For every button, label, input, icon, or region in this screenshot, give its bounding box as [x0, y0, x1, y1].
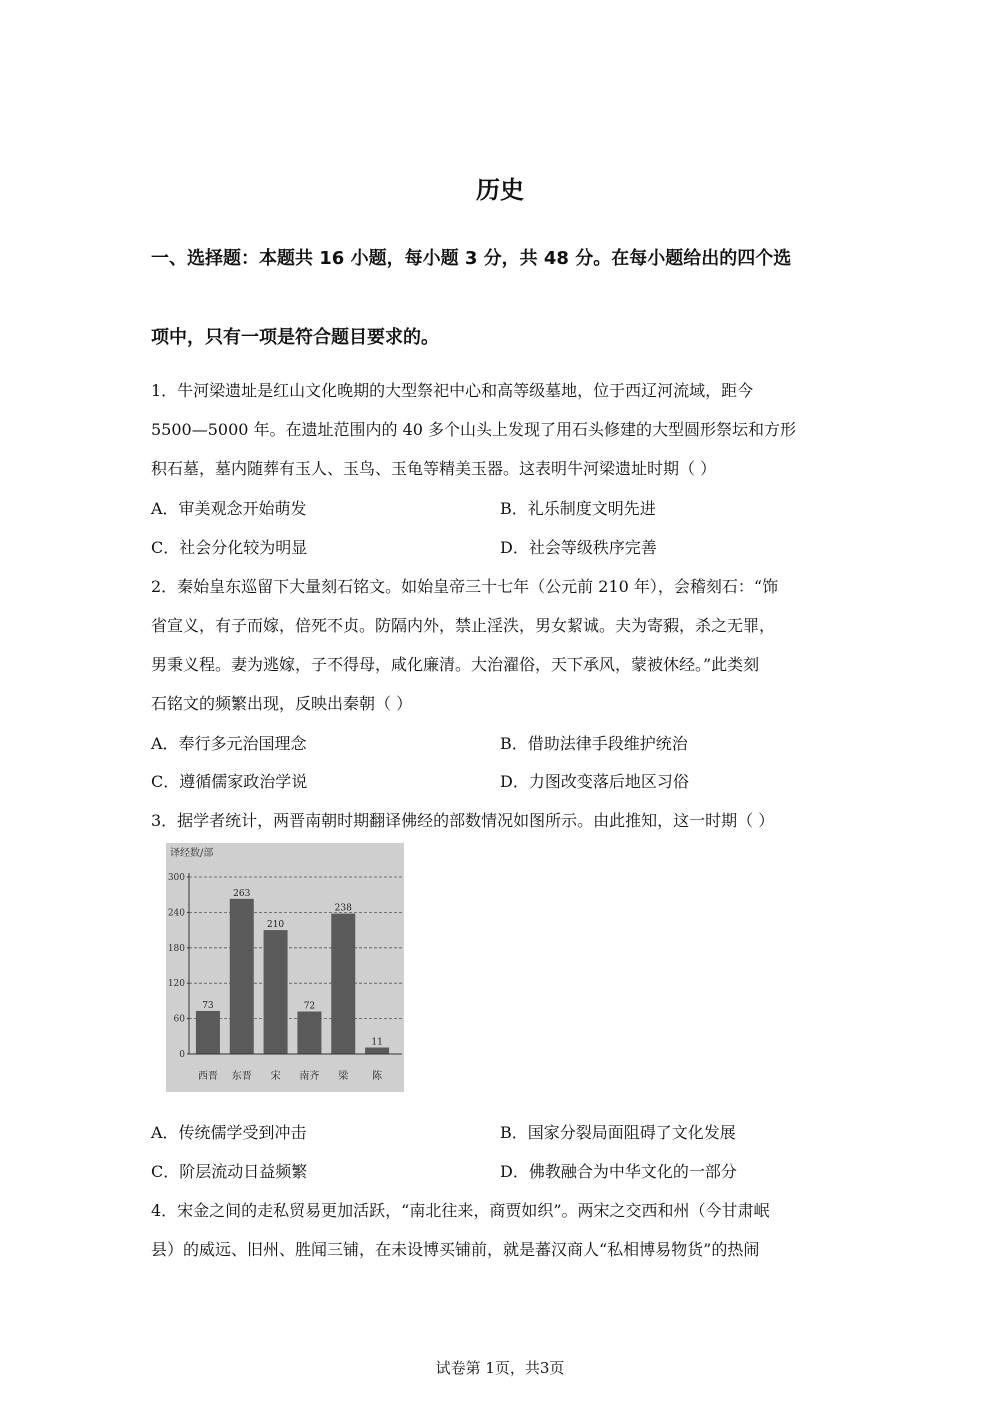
x-tick-label: 西晋: [197, 1071, 218, 1082]
q2-stem-line-1: 2．秦始皇东巡留下大量刻石铭文。如始皇帝三十七年（公元前 210 年），会稽刻石：“饰: [151, 577, 779, 596]
q2-stem-line-4: 石铭文的频繁出现，反映出秦朝（ ）: [151, 694, 413, 713]
q3-option-d[interactable]: D．佛教融合为中华文化的一部分: [500, 1162, 737, 1181]
y-tick-label: 120: [167, 979, 185, 990]
q1-option-d[interactable]: D．社会等级秩序完善: [500, 538, 657, 557]
y-axis-label: 译经数/部: [170, 848, 214, 859]
q2-stem-line-3: 男秉义程。妻为逃嫁，子不得母，咸化廉清。大治濯俗，天下承风，蒙被休经。”此类刻: [151, 655, 760, 674]
bar: [365, 1048, 389, 1054]
data-label: 238: [334, 903, 352, 914]
bar: [196, 1011, 220, 1054]
bar-chart: [166, 843, 404, 1092]
y-tick-label: 240: [167, 908, 185, 919]
q2-option-c[interactable]: C．遵循儒家政治学说: [151, 772, 308, 791]
q3-option-c[interactable]: C．阶层流动日益频繁: [151, 1162, 308, 1181]
x-tick-label: 东晋: [231, 1071, 252, 1082]
q1-option-b[interactable]: B．礼乐制度文明先进: [500, 499, 656, 518]
q2-option-b[interactable]: B．借助法律手段维护统治: [500, 734, 688, 753]
bar: [264, 930, 288, 1054]
q1-stem-line-1: 1．牛河梁遗址是红山文化晚期的大型祭祀中心和高等级墓地，位于西辽河流域，距今: [151, 381, 754, 400]
q4-stem-line-1: 4．宋金之间的走私贸易更加活跃，“南北往来，商贾如织”。两宋之交西和州（今甘肃岷: [151, 1201, 770, 1220]
q3-option-a[interactable]: A．传统儒学受到冲击: [151, 1123, 307, 1142]
q1-stem-line-2: 5500—5000 年。在遗址范围内的 40 多个山头上发现了用石头修建的大型圆形祭坛和方形: [151, 420, 797, 439]
q3-stem-line-1: 3．据学者统计，两晋南朝时期翻译佛经的部数情况如图所示。由此推知，这一时期（ ）: [151, 811, 775, 830]
q2-stem-line-2: 省宣义，有子而嫁，倍死不贞。防隔内外，禁止淫泆，男女絜诚。夫为寄豭，杀之无罪，: [151, 616, 776, 635]
page-title: 历史: [476, 176, 524, 204]
data-label: 263: [233, 888, 251, 899]
data-label: 11: [371, 1037, 383, 1048]
q2-option-a[interactable]: A．奉行多元治国理念: [151, 734, 307, 753]
data-label: 72: [303, 1001, 316, 1012]
y-tick-label: 0: [179, 1050, 185, 1060]
q3-option-b[interactable]: B．国家分裂局面阻碍了文化发展: [500, 1123, 736, 1142]
q1-option-c[interactable]: C．社会分化较为明显: [151, 538, 308, 557]
data-label: 73: [202, 1000, 214, 1011]
section-heading-line-1: 一、选择题：本题共 16 小题，每小题 3 分，共 48 分。在每小题给出的四个选: [151, 248, 792, 269]
q2-option-d[interactable]: D．力图改变落后地区习俗: [500, 772, 689, 791]
data-label: 210: [266, 920, 285, 931]
y-tick-label: 300: [167, 873, 185, 883]
q4-stem-line-2: 县）的威远、旧州、胜闻三铺，在未设博买铺前，就是蕃汉商人“私相博易物货”的热闹: [151, 1240, 760, 1259]
q1-stem-line-3: 积石墓，墓内随葬有玉人、玉鸟、玉龟等精美玉器。这表明牛河梁遗址时期（ ）: [151, 459, 717, 478]
x-tick-label: 梁: [338, 1071, 349, 1082]
section-heading-line-2: 项中，只有一项是符合题目要求的。: [151, 327, 439, 348]
y-tick-label: 180: [167, 943, 185, 954]
q1-option-a[interactable]: A．审美观念开始萌发: [151, 499, 307, 518]
y-tick-label: 60: [173, 1014, 185, 1025]
bar: [297, 1012, 321, 1054]
sutra-translation-chart: [166, 843, 404, 1092]
x-tick-label: 南齐: [299, 1071, 320, 1082]
bar: [331, 914, 355, 1054]
x-tick-label: 宋: [270, 1071, 281, 1082]
bar: [230, 899, 254, 1054]
page-footer: 试卷第 1页，共3页: [435, 1359, 565, 1377]
x-tick-label: 陈: [372, 1071, 383, 1082]
